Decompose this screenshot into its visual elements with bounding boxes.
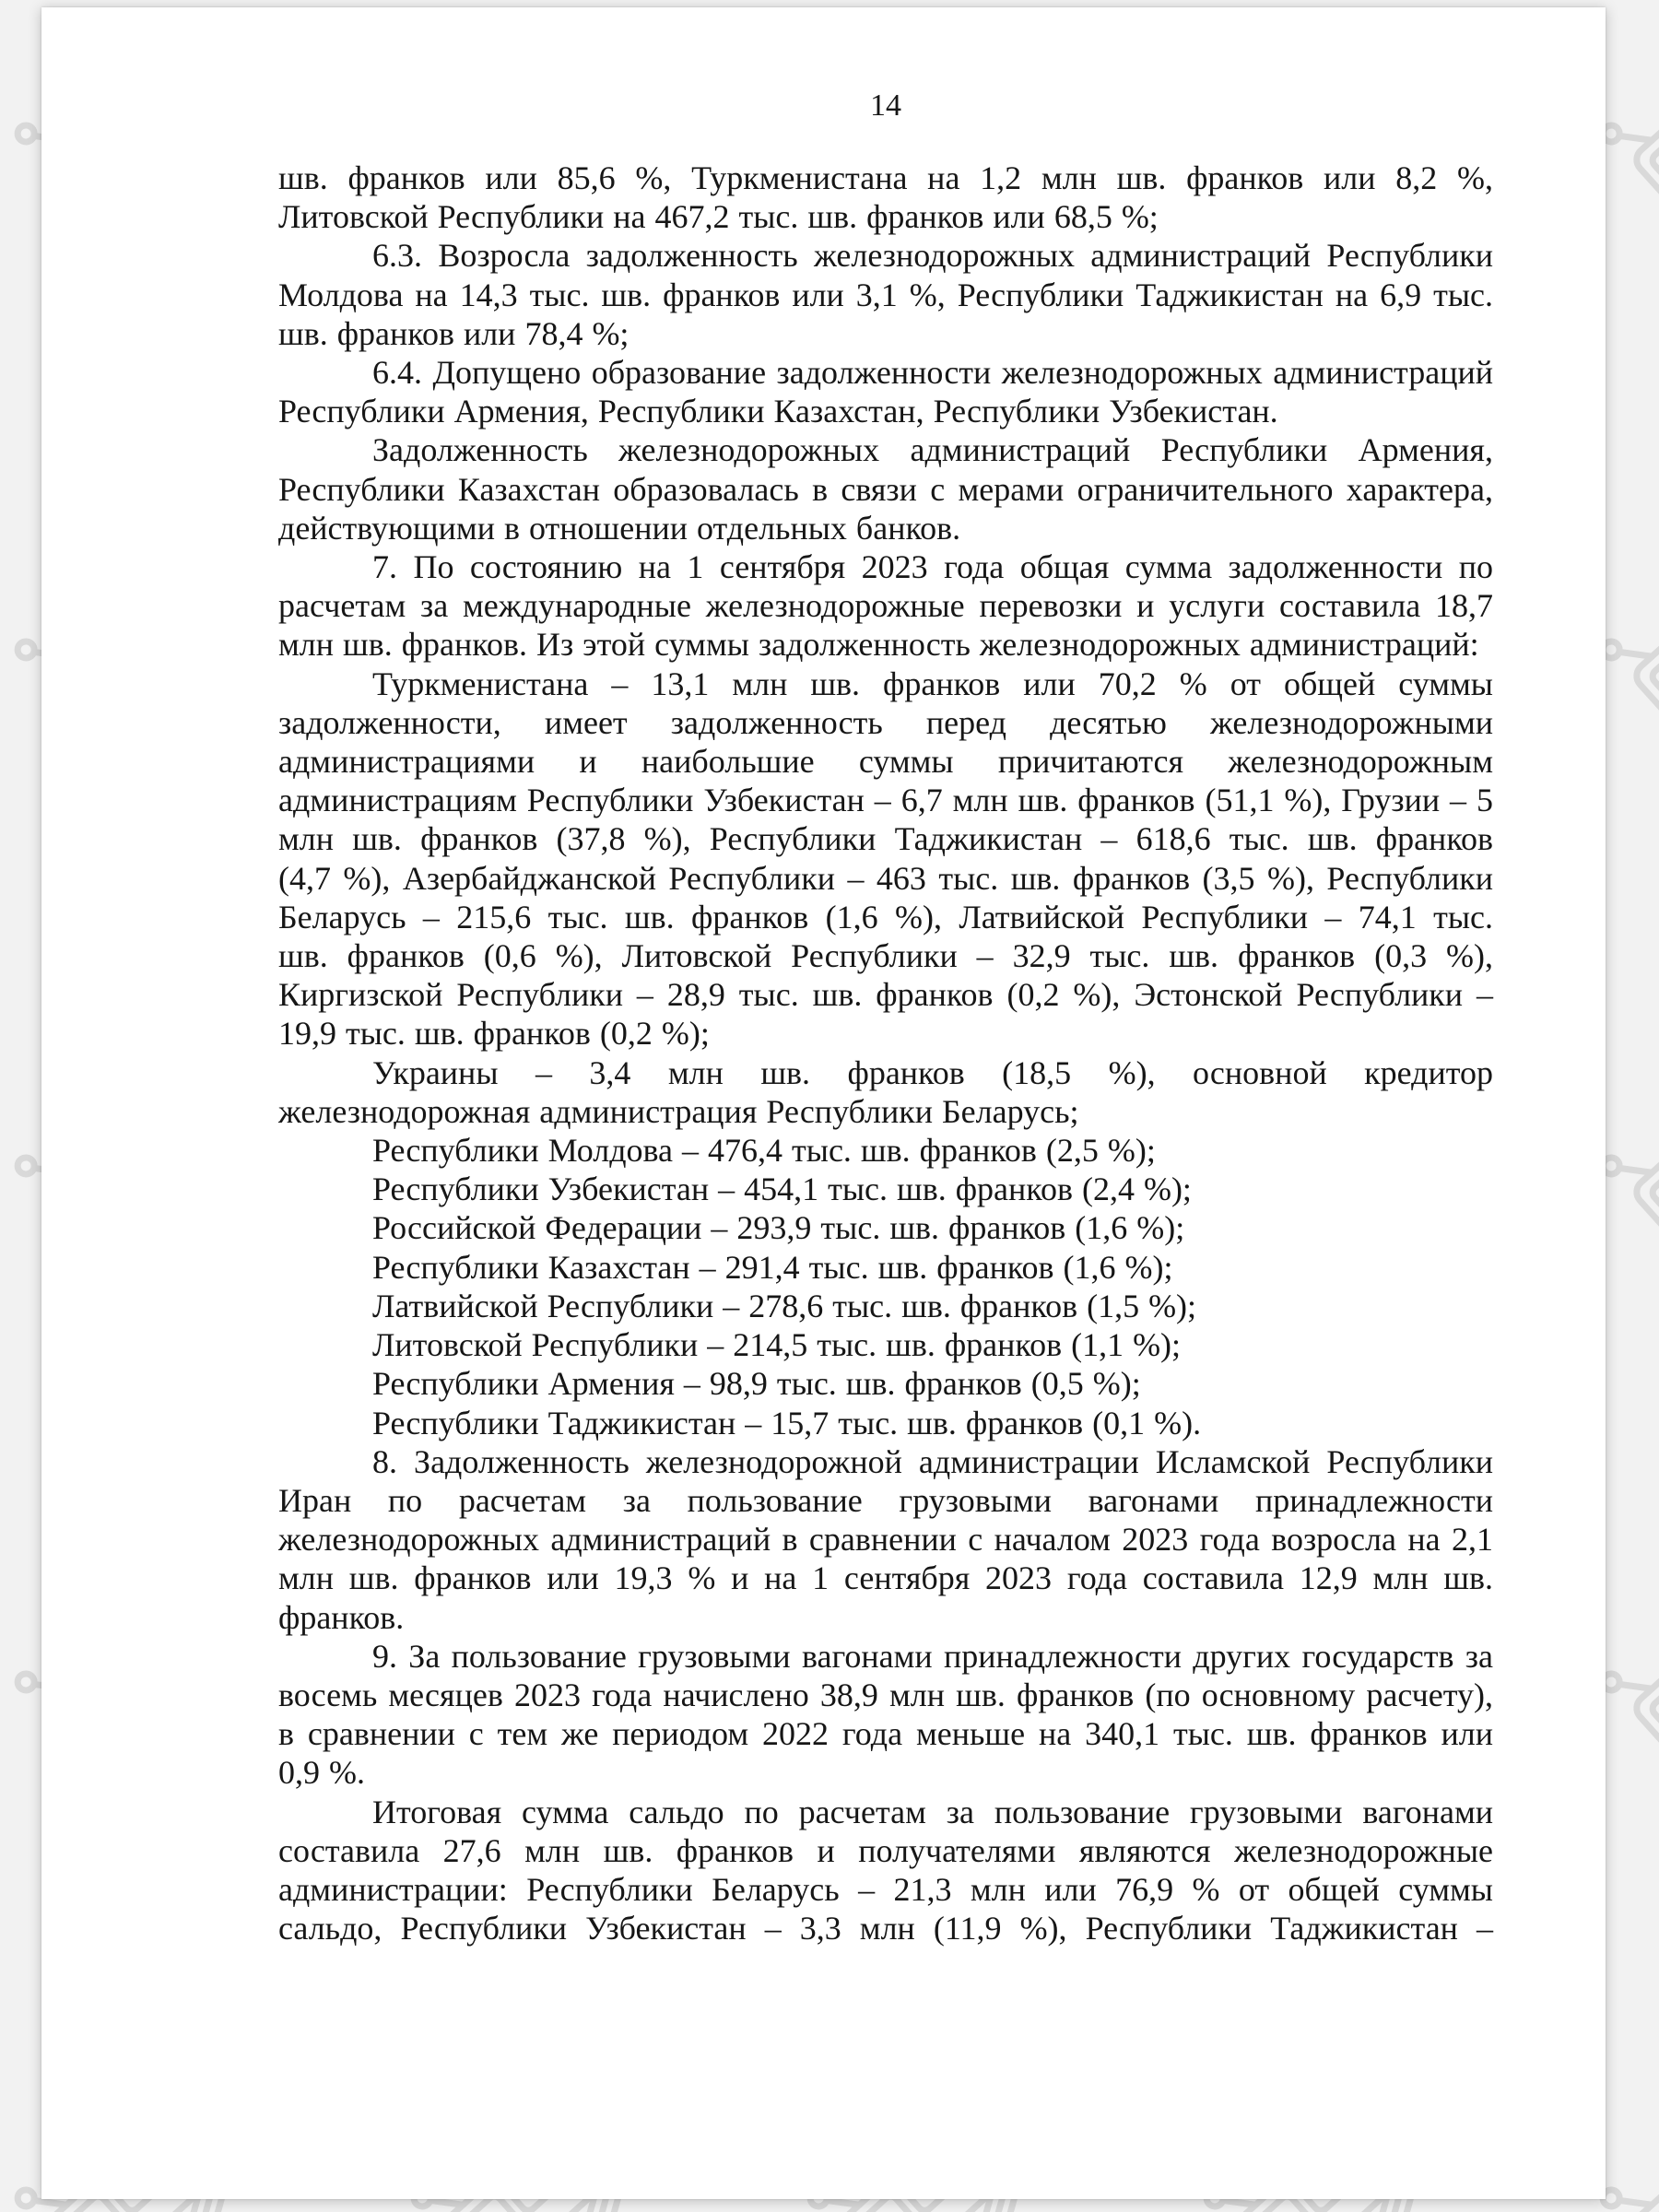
document-body: [278, 159, 1493, 1947]
paragraph: 7. По состоянию на 1 сентября 2023 года общая сумма задолженности по расчетам за международные железнодорожные перевозки и услуги составила 18,7 млн шв. франков. Из этой суммы задолженность железнодорожных администраций:: [278, 548, 1493, 664]
paragraph: Итоговая сумма сальдо по расчетам за пользование грузовыми вагонами составила 27,6 млн шв. франков и получателями являются железнодорожные администрации: Республики Беларусь – 21,3 млн или 76,9 % от общей суммы сальдо, Республики Узбекистан – 3,3 млн (11,9 %), Республики Таджикистан –: [278, 1793, 1493, 1947]
paragraph: Республики Казахстан – 291,4 тыс. шв. франков (1,6 %);: [372, 1248, 1173, 1286]
paragraph: 9. За пользование грузовыми вагонами принадлежности других государств за восемь месяцев 2023 года начислено 38,9 млн шв. франков (по основному расчету), в сравнении с тем же периодом 2022 года меньше на 340,1 тыс. шв. франков или 0,9 %.: [278, 1637, 1493, 1792]
paragraph: 6.3. Возросла задолженность железнодорожных администраций Республики Молдова на 14,3 тыс. шв. франков или 3,1 %, Республики Таджикистан на 6,9 тыс. шв. франков или 78,4 %;: [278, 237, 1493, 352]
paragraph: 6.4. Допущено образование задолженности железнодорожных администраций Республики Армения, Республики Казахстан, Республики Узбекистан.: [278, 354, 1493, 430]
paragraph: Республики Армения – 98,9 тыс. шв. франков (0,5 %);: [372, 1365, 1141, 1403]
page-number: 14: [870, 88, 901, 123]
paragraph: Задолженность железнодорожных администраций Республики Армения, Республики Казахстан образовалась в связи с мерами ограничительного характера, действующими в отношении отдельных банков.: [278, 431, 1493, 547]
document-page: [41, 7, 1606, 2199]
paragraph: Туркменистана – 13,1 млн шв. франков или 70,2 % от общей суммы задолженности, имеет задолженность перед десятью железнодорожными администрациями и наибольшие суммы причитаются железнодорожным администрациям Республики Узбекистан – 6,7 млн шв. франков (51,1 %), Грузии – 5 млн шв. франков (37,8 %), Республики Таджикистан – 618,6 тыс. шв. франков (4,7 %), Азербайджанской Республики – 463 тыс. шв. франков (3,5 %), Республики Беларусь – 215,6 тыс. шв. франков (1,6 %), Латвийской Республики – 74,1 тыс. шв. франков (0,6 %), Литовской Республики – 32,9 тыс. шв. франков (0,3 %), Киргизской Республики – 28,9 тыс. шв. франков (0,2 %), Эстонской Республики – 19,9 тыс. шв. франков (0,2 %);: [278, 665, 1493, 1053]
paragraph: Украины – 3,4 млн шв. франков (18,5 %), основной кредитор железнодорожная администрация Республики Беларусь;: [278, 1053, 1493, 1130]
paragraph: Литовской Республики – 214,5 тыс. шв. франков (1,1 %);: [372, 1326, 1182, 1364]
paragraph: Российской Федерации – 293,9 тыс. шв. франков (1,6 %);: [372, 1209, 1185, 1247]
paragraph: Республики Узбекистан – 454,1 тыс. шв. франков (2,4 %);: [372, 1171, 1192, 1208]
paragraph: Республики Молдова – 476,4 тыс. шв. франков (2,5 %);: [372, 1132, 1156, 1170]
paragraph: Латвийской Республики – 278,6 тыс. шв. франков (1,5 %);: [372, 1287, 1197, 1324]
paragraph: 8. Задолженность железнодорожной администрации Исламской Республики Иран по расчетам за пользование грузовыми вагонами принадлежности железнодорожных администраций в сравнении с началом 2023 года возросла на 2,1 млн шв. франков или 19,3 % и на 1 сентября 2023 года составила 12,9 млн шв. франков.: [278, 1442, 1493, 1636]
paragraph: шв. франков или 85,6 %, Туркменистана на 1,2 млн шв. франков или 8,2 %, Литовской Республики на 467,2 тыс. шв. франков или 68,5 %;: [278, 159, 1493, 236]
paragraph: Республики Таджикистан – 15,7 тыс. шв. франков (0,1 %).: [372, 1404, 1202, 1441]
